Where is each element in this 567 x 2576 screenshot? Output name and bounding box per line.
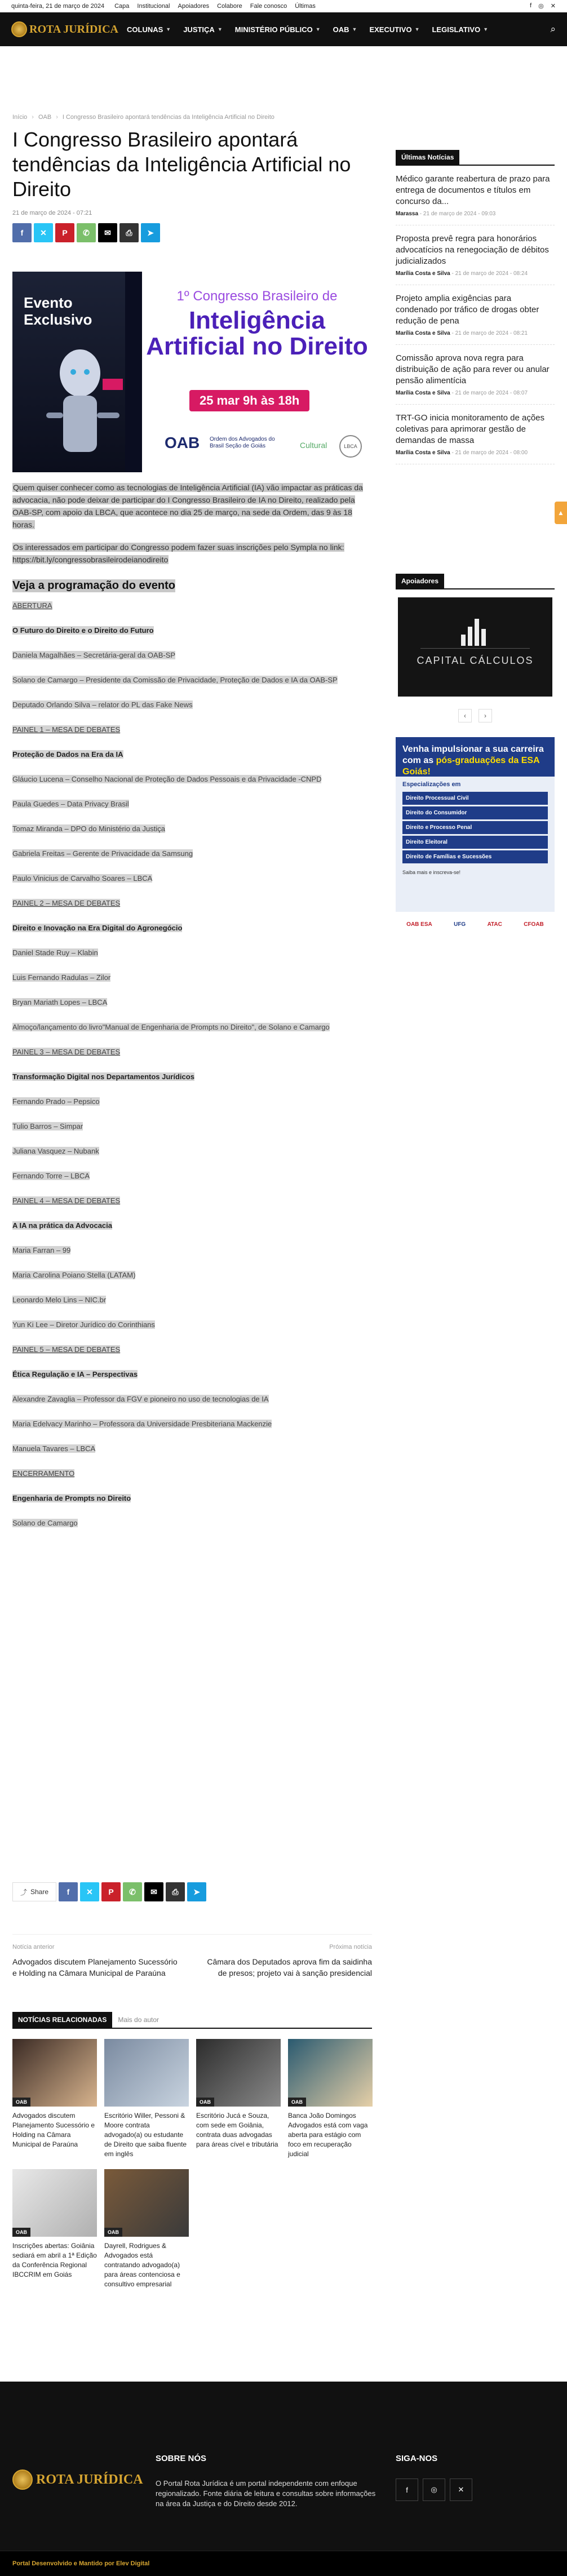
esa-logo: UFG [454,921,466,928]
site-logo[interactable] [11,21,127,37]
program-line-text: Daniela Magalhães – Secretária-geral da OAB-SP [12,651,176,659]
event-banner [12,272,372,472]
print-share-button[interactable]: ⎙ [166,1882,185,1901]
intro-paragraph-2 [12,541,372,566]
category-tag: OAB [12,2098,30,2107]
email-share-button[interactable]: ✉ [144,1882,163,1901]
news-date: 21 de março de 2024 - 09:03 [423,211,496,217]
news-title[interactable]: Projeto amplia exigências para condenado por tráfico de drogas obter redução de pena [396,294,539,326]
program-line [12,972,372,983]
esa-logo: CFOAB [524,921,544,928]
program-line-text: Tulio Barros – Simpar [12,1122,83,1130]
program-line-text: PAINEL 3 – MESA DE DEBATES [12,1048,121,1056]
chevron-right-icon: › [56,114,58,121]
program-line-text: Engenharia de Prompts no Direito [12,1494,131,1502]
related-card[interactable] [196,2039,281,2159]
news-meta [396,330,555,336]
latest-news-list [396,174,555,464]
apoiadores-heading-wrap [396,574,555,589]
telegram-share-button[interactable]: ➤ [141,223,160,242]
program-line [12,600,372,611]
program-line-text: Alexandre Zavaglia – Professor da FGV e pioneiro no uso de tecnologias de IA [12,1395,269,1403]
program-list [12,600,372,1528]
related-grid [12,2039,372,2289]
footer-follow-heading: SIGA-NOS [396,2454,438,2463]
program-line-text: Almoço/lançamento do livro"Manual de Engenharia de Prompts no Direito", de Solano e Camargo [12,1023,330,1031]
program-line [12,1146,372,1156]
esa-headline-a: Venha impulsionar a sua carreira com as [402,744,544,765]
related-thumbnail[interactable] [104,2039,189,2107]
program-line-text: Ética Regulação e IA – Perspectivas [12,1370,138,1378]
main-nav [0,12,567,46]
program-line [12,1220,372,1231]
pinterest-share-button[interactable]: P [55,223,74,242]
x-icon[interactable]: ✕ [550,3,556,10]
program-line-text: Paulo Vinicius de Carvalho Soares – LBCA [12,874,153,883]
banner-date: 25 mar 9h às 18h [189,390,309,411]
related-title[interactable]: Advogados discutem Planejamento Sucessório e Holding na Câmara Municipal de Paraúna [12,2112,95,2148]
program-line [12,799,372,809]
top-links [114,3,530,10]
program-line-text: Juliana Vasquez – Nubank [12,1147,99,1155]
facebook-icon[interactable]: f [396,2479,418,2501]
chevron-down-icon: ▼ [315,26,321,32]
pinterest-share-button[interactable]: P [101,1882,121,1901]
breadcrumb-home[interactable]: Início [12,114,28,121]
program-line [12,1022,372,1032]
program-line-text: Gabriela Freitas – Gerente de Privacidade da Samsung [12,849,193,858]
nav-item-legislativo[interactable] [432,25,488,34]
program-line [12,1121,372,1132]
program-line-text: Direito e Inovação na Era Digital do Agronegócio [12,924,183,932]
program-line-text: PAINEL 5 – MESA DE DEBATES [12,1345,121,1354]
news-author[interactable]: Marília Costa e Silva [396,271,450,277]
intro-text-1: Quem quiser conhecer como as tecnologias de Inteligência Artificial (IA) vão impactar as práticas da advocacia, não pode deixar de participar do I Congresso Brasileiro de IA no Direito, realizado pela OAB-SP, com apoio da LBCA, que acontece no dia 25 de março, na sede da Ordem, das 9 às 18 horas. [12,483,363,529]
footer-about-heading: SOBRE NÓS [156,2454,207,2463]
nav-label: COLUNAS [127,25,163,34]
x-share-button[interactable]: ✕ [34,223,53,242]
top-link-institucional[interactable]: Institucional [137,2,170,10]
chevron-down-icon: ▼ [166,26,171,32]
esa-logo: ATAC [487,921,502,928]
news-author[interactable]: Marassa [396,211,419,217]
news-title[interactable]: Comissão aprova nova regra para distribuição de ação para rever ou anular pensão alimentícia [396,353,550,385]
chevron-down-icon: ▼ [217,26,223,32]
program-line-text: Tomaz Miranda – DPO do Ministério da Justiça [12,824,165,833]
esa-goias-ad[interactable] [396,737,555,937]
news-meta [396,450,555,456]
related-title[interactable]: Escritório Willer, Pessoni & Moore contrata advogado(a) ou estudante de Direito que saiba fluente em inglês [104,2112,187,2158]
top-bar [0,0,567,12]
program-line [12,749,372,760]
news-title[interactable]: Médico garante reabertura de prazo para entrega de documentos e títulos em concurso da... [396,174,550,206]
related-thumbnail[interactable] [104,2169,189,2237]
tab-more-from-author[interactable]: Mais do autor [118,2016,160,2024]
footer [0,2382,567,2576]
intro-text-2: Os interessados em participar do Congresso podem fazer suas inscrições pelo Sympla no link: https://bit.ly/congressobrasileirodeianodireito [12,543,344,564]
program-line-text: Solano de Camargo [12,1519,78,1527]
program-line-text: Leonardo Melo Lins – NIC.br [12,1296,107,1304]
program-line [12,1518,372,1528]
banner-cultural: Cultural [300,441,327,450]
program-line-text: Maria Farran – 99 [12,1246,71,1254]
chevron-down-icon: ▼ [352,26,357,32]
news-date: 21 de março de 2024 - 08:00 [455,450,528,456]
capital-divider [420,648,530,649]
x-icon[interactable]: ✕ [450,2479,472,2501]
nav-menu [127,25,550,34]
esa-logos [396,912,555,937]
nav-item-executivo[interactable] [369,25,419,34]
program-line [12,923,372,933]
apoiadores [396,574,555,937]
nav-item-oab[interactable] [333,25,357,34]
nav-label: JUSTIÇA [183,25,215,34]
program-line-text: O Futuro do Direito e o Direito do Futuro [12,626,154,635]
article [12,127,372,1542]
capital-text: CAPITAL CÁLCULOS [417,655,534,666]
banner-right [142,272,372,472]
banner-lbca-logo: LBCA [339,435,362,458]
esa-item: Direito e Processo Penal [402,821,548,834]
apoiadores-heading: Apoiadores [396,574,444,588]
meta-separator: - [450,450,455,456]
program-line [12,1443,372,1454]
esa-item: Direito do Consumidor [402,806,548,819]
category-tag: OAB [104,2228,122,2237]
program-line [12,1493,372,1504]
related-title[interactable]: Escritório Jucá e Souza, com sede em Goiânia, contrata duas advogadas para áreas cível e tributária [196,2112,278,2148]
latest-news-item[interactable] [396,353,555,405]
chevron-right-icon[interactable]: › [479,709,492,722]
program-heading: Veja a programação do evento [12,579,175,592]
share-row-top [12,223,372,242]
chevron-right-icon: › [32,114,34,121]
program-line [12,873,372,884]
program-line [12,848,372,859]
esa-headline-b: pós-graduações da ESA Goiás! [402,756,540,777]
category-tag: OAB [288,2098,306,2107]
nav-label: EXECUTIVO [369,25,412,34]
program-line [12,675,372,685]
breadcrumb-oab[interactable]: OAB [38,114,52,121]
program-line [12,947,372,958]
next-article[interactable] [203,1941,372,1979]
related-card[interactable] [12,2169,97,2289]
x-share-button[interactable]: ✕ [80,1882,99,1901]
nav-item-justica[interactable] [183,25,223,34]
print-share-button[interactable]: ⎙ [119,223,139,242]
current-date: quinta-feira, 21 de março de 2024 [11,2,105,10]
prev-next [12,1934,372,1979]
program-line [12,1319,372,1330]
program-line-text: Yun Ki Lee – Diretor Jurídico do Corinthians [12,1320,155,1329]
top-link-apoiadores[interactable]: Apoiadores [178,2,210,10]
logo-text: ROTA JURÍDICA [29,23,118,36]
esa-logo: OAB ESA [406,921,432,928]
share-icon: ⤴ [20,1888,27,1896]
related-title[interactable]: Banca João Domingos Advogados está com vaga aberta para estágio com foco em recuperação judicial [288,2112,368,2158]
instagram-icon[interactable]: ◎ [538,3,544,10]
logo-seal-icon [11,21,27,37]
program-line [12,1096,372,1107]
latest-news-item[interactable] [396,293,555,345]
meta-separator: - [450,330,455,336]
program-line [12,699,372,710]
program-line-text: ENCERRAMENTO [12,1469,75,1478]
share-label [12,1882,56,1901]
news-title[interactable]: TRT-GO inicia monitoramento de ações coletivas para aprimorar gestão de demandas de massa [396,413,545,445]
program-line-text: Daniel Stade Ruy – Klabin [12,948,98,957]
banner-headline: Inteligência Artificial no Direito [146,307,368,360]
nav-item-colunas[interactable] [127,25,171,34]
nav-label: MINISTÉRIO PÚBLICO [234,25,313,34]
program-line [12,724,372,735]
related-thumbnail[interactable] [288,2039,373,2107]
footer-social [396,2479,472,2501]
next-label: Próxima notícia [329,1944,372,1950]
next-title: Câmara dos Deputados aprova fim da saidinha de presos; projeto vai à sanção presidencial [207,1957,372,1978]
category-tag: OAB [12,2228,30,2237]
related-news [12,2012,372,2289]
related-title[interactable]: Inscrições abertas: Goiânia sediará em abril a 1ª Edição da Conferência Regional IBCCRIM em Goiás [12,2242,97,2278]
program-line-text: PAINEL 1 – MESA DE DEBATES [12,725,121,734]
program-line [12,1394,372,1404]
esa-headline [396,737,555,777]
meta-separator: - [450,271,455,277]
program-line-text: Paula Guedes – Data Privacy Brasil [12,800,129,808]
footer-about: O Portal Rota Jurídica é um portal independente com enfoque regionalizado. Fonte diária de leitura e consultas sobre informações na área da Justiça e do Direito desde 2012. [156,2479,376,2508]
top-link-fale-conosco[interactable]: Fale conosco [250,2,287,10]
program-line-text: Maria Edelvacy Marinho – Professora da Universidade Presbiteriana Mackenzie [12,1420,272,1428]
meta-separator: - [450,390,455,396]
chevron-left-icon[interactable]: ‹ [458,709,472,722]
banner-evento: Evento Exclusivo [24,294,92,328]
sidebar-heading-wrap [396,150,555,166]
capital-calculos-ad[interactable] [398,597,552,697]
program-line-text: PAINEL 2 – MESA DE DEBATES [12,899,121,907]
program-line-text: Fernando Torre – LBCA [12,1172,90,1180]
program-line-text: Deputado Orlando Silva – relator do PL das Fake News [12,700,193,709]
program-line [12,1270,372,1280]
nav-label: LEGISLATIVO [432,25,481,34]
carousel-arrows [396,709,555,722]
related-card[interactable] [104,2169,189,2289]
latest-news-item[interactable] [396,413,555,464]
related-tabs [12,2012,372,2029]
footer-logo-text: ROTA JURÍDICA [36,2472,143,2487]
nav-label: OAB [333,25,349,34]
program-line [12,1344,372,1355]
program-line-text: Solano de Camargo – Presidente da Comissão de Privacidade, Proteção de Dados e IA da OAB-SP [12,676,338,684]
whatsapp-share-button[interactable]: ✆ [123,1882,142,1901]
top-social [530,2,556,10]
program-line [12,1071,372,1082]
news-author[interactable]: Marília Costa e Silva [396,390,450,396]
program-line [12,1170,372,1181]
logo-seal-icon [12,2469,33,2490]
news-date: 21 de março de 2024 - 08:07 [455,390,528,396]
category-tag: OAB [196,2098,214,2107]
news-meta [396,271,555,277]
program-line [12,997,372,1008]
related-title[interactable]: Dayrell, Rodrigues & Advogados está contratando advogado(a) para áreas contenciosa e consultivo empresarial [104,2242,180,2288]
chevron-down-icon: ▼ [483,26,489,32]
sidebar-heading: Últimas Notícias [396,150,459,165]
related-card[interactable] [104,2039,189,2159]
esa-item: Direito de Famílias e Sucessões [402,850,548,863]
prev-label: Notícia anterior [12,1944,55,1950]
facebook-icon[interactable]: f [530,2,532,9]
prev-article[interactable] [12,1941,181,1979]
email-share-button[interactable]: ✉ [98,223,117,242]
program-line [12,1047,372,1057]
esa-item: Direito Processual Civil [402,792,548,805]
related-card[interactable] [288,2039,373,2159]
telegram-share-button[interactable]: ➤ [187,1882,206,1901]
program-line-text: ABERTURA [12,601,52,610]
related-thumbnail[interactable] [12,2169,97,2237]
program-line [12,650,372,660]
program-line-text: Proteção de Dados na Era da IA [12,750,123,759]
program-line-text: Manuela Tavares – LBCA [12,1444,96,1453]
program-line-text: PAINEL 4 – MESA DE DEBATES [12,1196,121,1205]
intro-paragraph-1 [12,481,372,531]
news-date: 21 de março de 2024 - 08:21 [455,330,528,336]
top-link-ultimas[interactable]: Últimas [295,2,316,10]
program-line [12,1418,372,1429]
latest-news-item[interactable] [396,233,555,285]
breadcrumb-current: I Congresso Brasileiro apontará tendências da Inteligência Artificial no Direito [62,114,274,121]
program-line-text: Maria Carolina Poiano Stella (LATAM) [12,1271,136,1279]
share-label-text: Share [30,1888,49,1896]
capital-bars-icon [461,614,489,646]
top-link-colabore[interactable]: Colabore [217,2,242,10]
footer-credit: Portal Desenvolvido e Mantido por Elev Digital [0,2551,567,2576]
news-meta [396,390,555,396]
banner-oab-sub: Ordem dos Advogados do Brasil Seção de Goiás [210,436,275,449]
sidebar [396,150,555,472]
banner-oab-logo: OAB [165,434,200,451]
robot-illustration [35,345,125,472]
nav-item-ministerio-publico[interactable] [235,25,321,34]
program-line [12,1195,372,1206]
program-line-text: A IA na prática da Advocacia [12,1221,113,1230]
breadcrumb [12,114,274,121]
facebook-share-button[interactable]: f [59,1882,78,1901]
news-author[interactable]: Marília Costa e Silva [396,330,450,336]
esa-sub: Especializações em [402,781,461,788]
footer-logo[interactable] [12,2469,143,2490]
related-card[interactable] [12,2039,97,2159]
program-line-text: Transformação Digital nos Departamentos Jurídicos [12,1072,194,1081]
news-date: 21 de março de 2024 - 08:24 [455,271,528,277]
instagram-icon[interactable]: ◎ [423,2479,445,2501]
program-line-text: Luis Fernando Radulas – Zilor [12,973,111,982]
program-line [12,1294,372,1305]
meta-separator: - [418,211,423,217]
esa-item: Direito Eleitoral [402,836,548,849]
search-icon[interactable]: ⌕ [550,24,556,34]
esa-info: Saiba mais e inscreva-se! [402,870,461,875]
news-title[interactable]: Proposta prevê regra para honorários advocatícios na renegociação de débitos judicializados [396,234,549,266]
program-line [12,625,372,636]
news-meta [396,211,555,217]
program-line-text: Gláucio Lucena – Conselho Nacional de Proteção de Dados Pessoais e da Privacidade -CNPD [12,775,322,783]
tab-related[interactable]: NOTÍCIAS RELACIONADAS [12,2012,112,2028]
prev-title: Advogados discutem Planejamento Sucessório e Holding na Câmara Municipal de Paraúna [12,1957,178,1978]
program-line [12,774,372,784]
program-line-text: Bryan Mariath Lopes – LBCA [12,998,108,1007]
related-thumbnail[interactable] [196,2039,281,2107]
program-line [12,1468,372,1479]
latest-news-item[interactable] [396,174,555,225]
facebook-share-button[interactable]: f [12,223,32,242]
news-author[interactable]: Marília Costa e Silva [396,450,450,456]
program-line-text: Fernando Prado – Pepsico [12,1097,100,1106]
article-title: I Congresso Brasileiro apontará tendências da Inteligência Artificial no Direito [12,128,351,201]
whatsapp-share-button[interactable]: ✆ [77,223,96,242]
scroll-top-button[interactable]: ▲ [555,502,567,524]
related-thumbnail[interactable] [12,2039,97,2107]
share-row-bottom [12,1882,206,1901]
top-link-capa[interactable]: Capa [114,2,130,10]
chevron-down-icon: ▼ [414,26,420,32]
program-line [12,823,372,834]
banner-congress: 1º Congresso Brasileiro de [176,289,338,304]
program-line [12,1369,372,1380]
program-line [12,1245,372,1256]
article-meta: 21 de março de 2024 - 07:21 [12,210,92,216]
program-line [12,898,372,908]
